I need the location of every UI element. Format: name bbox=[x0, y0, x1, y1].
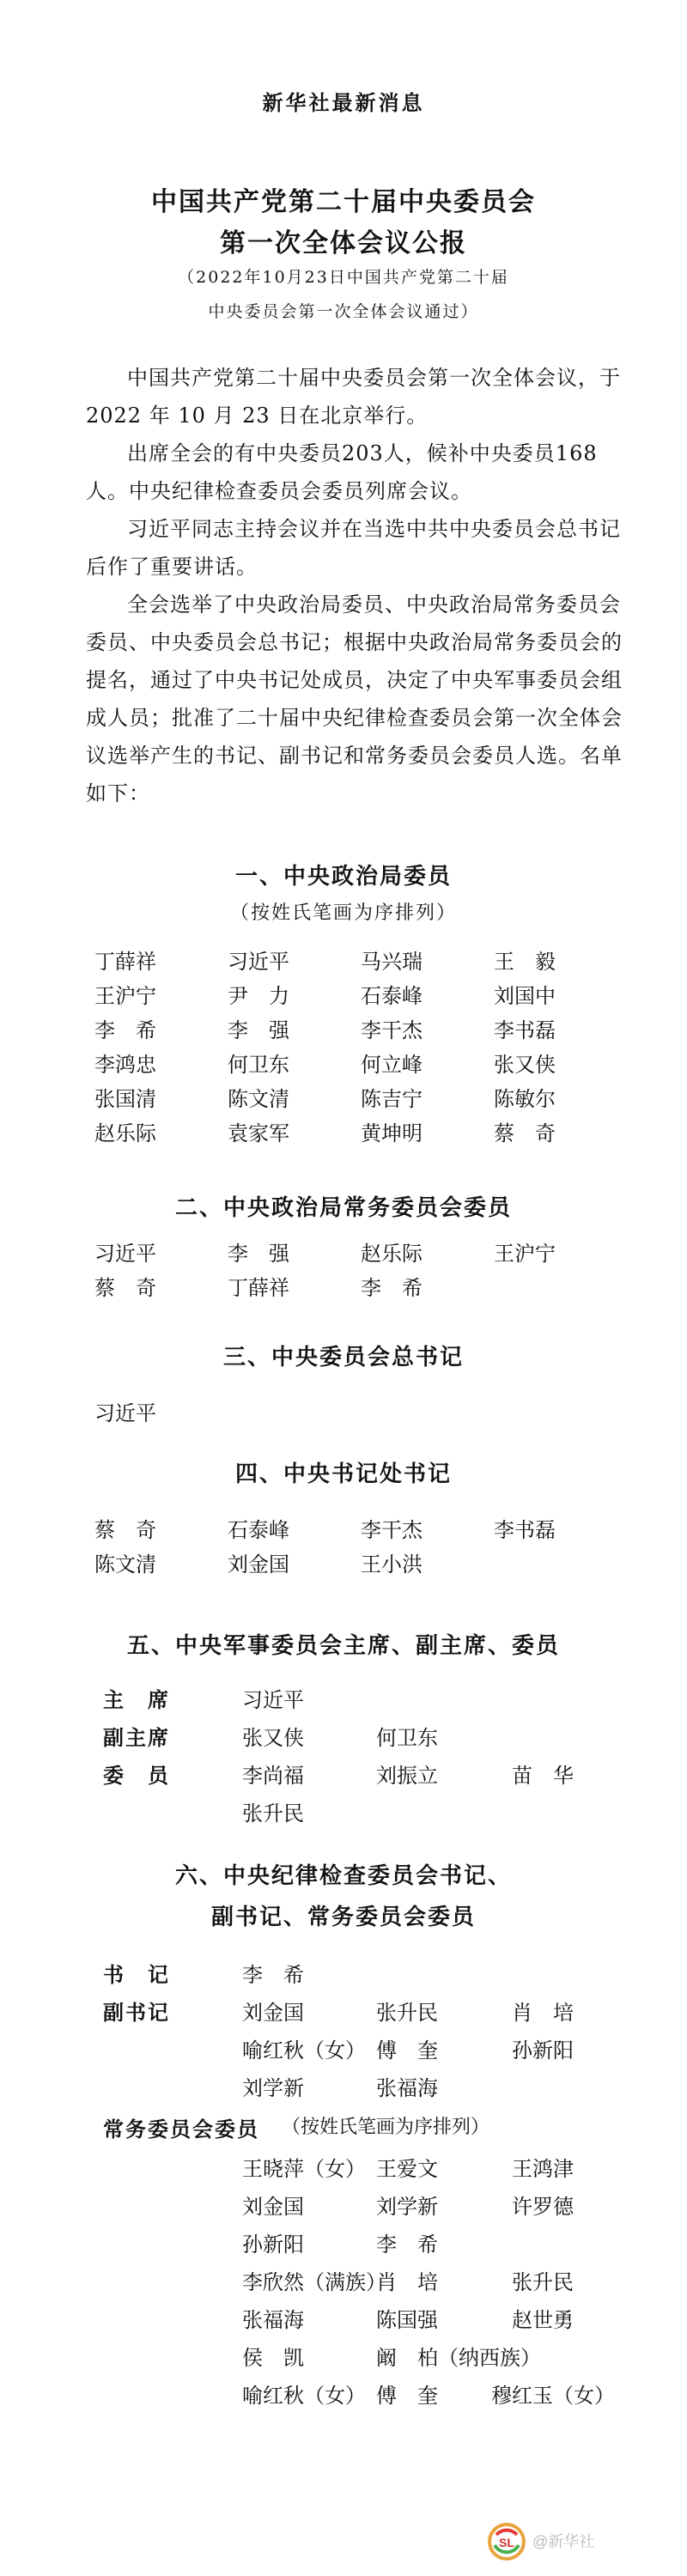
standing-name-list bbox=[94, 1236, 627, 1305]
name-entry: 袁家军 bbox=[228, 1121, 289, 1145]
role-label-deputy: 副书记 bbox=[103, 2000, 170, 2025]
watermark-logo-text: SL bbox=[499, 2536, 514, 2549]
deputy-name: 张福海 bbox=[376, 2076, 438, 2100]
name-entry: 陈文清 bbox=[94, 1552, 156, 1577]
discipline-secretary-name: 李 希 bbox=[242, 1963, 304, 1987]
body-paragraph: 中国共产党第二十届中央委员会第一次全体会议，于 2022 年 10 月 23 日在北京举行。 bbox=[86, 366, 621, 428]
name-entry: 习近平 bbox=[94, 1242, 156, 1266]
name-entry: 赵乐际 bbox=[361, 1242, 423, 1266]
name-entry: 李书磊 bbox=[494, 1518, 556, 1542]
agency-header: 新华社最新消息 bbox=[262, 90, 425, 115]
bulletin-title-line2: 第一次全体会议公报 bbox=[220, 228, 467, 258]
military-member-name: 张升民 bbox=[242, 1801, 304, 1826]
discipline-standing-name: 孙新阳 bbox=[242, 2233, 304, 2257]
name-entry: 何卫东 bbox=[228, 1053, 289, 1077]
name-entry: 刘金国 bbox=[228, 1552, 289, 1577]
watermark-logo-icon bbox=[488, 2523, 526, 2561]
section-heading-military: 五、中央军事委员会主席、副主席、委员 bbox=[126, 1633, 560, 1659]
name-entry: 张又侠 bbox=[494, 1053, 556, 1077]
name-entry: 陈敏尔 bbox=[494, 1087, 556, 1111]
name-entry: 刘国中 bbox=[494, 984, 556, 1008]
discipline-standing-name: 刘学新 bbox=[376, 2195, 438, 2219]
deputy-name: 刘金国 bbox=[242, 2001, 304, 2025]
name-entry: 蔡 奇 bbox=[94, 1518, 156, 1542]
name-entry: 李鸿忠 bbox=[94, 1053, 156, 1077]
name-entry: 李 强 bbox=[228, 1018, 289, 1042]
name-entry: 王沪宁 bbox=[494, 1242, 556, 1266]
discipline-standing-name: 陈国强 bbox=[376, 2308, 438, 2332]
discipline-standing-name: 喻红秋（女） bbox=[242, 2384, 366, 2408]
military-vice-name: 张又侠 bbox=[242, 1726, 304, 1750]
name-entry: 王 毅 bbox=[494, 950, 556, 974]
section-subheading-politburo: （按姓氏笔画为序排列） bbox=[229, 902, 457, 924]
bulletin-title-line1: 中国共产党第二十届中央委员会 bbox=[151, 187, 536, 217]
role-label-member: 委 员 bbox=[103, 1763, 170, 1788]
deputy-name: 傅 奎 bbox=[376, 2038, 438, 2063]
name-entry: 丁薛祥 bbox=[228, 1276, 289, 1300]
discipline-standing-name: 王爱文 bbox=[376, 2157, 438, 2181]
discipline-standing-name: 傅 奎 bbox=[376, 2384, 438, 2408]
name-entry: 蔡 奇 bbox=[94, 1276, 156, 1300]
name-entry: 李书磊 bbox=[494, 1018, 556, 1042]
role-label-standing-members: 常务委员会委员 bbox=[103, 2117, 259, 2142]
discipline-standing-name: 张福海 bbox=[242, 2308, 304, 2332]
body-paragraph: 全会选举了中央政治局委员、中央政治局常务委员会委员、中央委员会总书记；根据中央政治局常务委员会的提名，通过了中央书记处成员，决定了中央军事委员会组成人员；批准了二十届中央纪律检查委员会第一次全体会议选举产生的书记、副书记和常务委员会委员人选。名单如下： bbox=[86, 592, 623, 805]
body-paragraph: 习近平同志主持会议并在当选中共中央委员会总书记后作了重要讲话。 bbox=[86, 517, 621, 579]
military-vice-name: 何卫东 bbox=[376, 1726, 438, 1750]
section-heading-gensec: 三、中央委员会总书记 bbox=[222, 1345, 464, 1370]
section-heading-politburo: 一、中央政治局委员 bbox=[234, 864, 452, 890]
name-entry: 丁薛祥 bbox=[94, 950, 156, 974]
name-entry: 习近平 bbox=[94, 1401, 156, 1425]
name-entry: 赵乐际 bbox=[94, 1121, 156, 1145]
watermark-text: @新华社 bbox=[532, 2533, 595, 2550]
name-entry: 李 希 bbox=[94, 1018, 156, 1042]
discipline-standing-name: 穆红玉（女） bbox=[491, 2384, 615, 2408]
name-entry: 蔡 奇 bbox=[494, 1121, 556, 1145]
discipline-standing-name: 张升民 bbox=[512, 2270, 574, 2294]
discipline-standing-name: 李 希 bbox=[376, 2233, 438, 2257]
discipline-standing-name: 李欣然（满族） bbox=[242, 2270, 386, 2294]
military-member-name: 李尚福 bbox=[242, 1764, 304, 1788]
name-entry: 王小洪 bbox=[361, 1552, 423, 1577]
military-member-name: 刘振立 bbox=[376, 1764, 438, 1788]
discipline-standing-name: 刘金国 bbox=[242, 2195, 304, 2219]
secretariat-name-list bbox=[94, 1513, 627, 1582]
discipline-standing-name: 许罗德 bbox=[512, 2195, 574, 2219]
name-entry: 石泰峰 bbox=[361, 984, 423, 1008]
name-entry: 李干杰 bbox=[361, 1518, 423, 1542]
name-entry: 李 希 bbox=[361, 1276, 423, 1300]
name-entry: 黄坤明 bbox=[361, 1121, 423, 1145]
adoption-note-line1: （2022年10月23日中国共产党第二十届 bbox=[178, 268, 509, 287]
name-entry: 陈吉宁 bbox=[361, 1087, 423, 1111]
name-entry: 王沪宁 bbox=[94, 984, 156, 1008]
name-entry: 李 强 bbox=[228, 1242, 289, 1266]
deputy-name: 喻红秋（女） bbox=[242, 2038, 366, 2063]
name-entry: 张国清 bbox=[94, 1087, 156, 1111]
name-entry: 陈文清 bbox=[228, 1087, 289, 1111]
name-entry: 马兴瑞 bbox=[361, 950, 423, 974]
deputy-name: 肖 培 bbox=[512, 2001, 574, 2025]
discipline-standing-name: 王鸿津 bbox=[512, 2157, 574, 2181]
role-label-secretary: 书 记 bbox=[103, 1962, 170, 1987]
body-paragraph: 出席全会的有中央委员203人，候补中央委员168人。中央纪律检查委员会委员列席会议。 bbox=[86, 441, 598, 503]
discipline-standing-name: 肖 培 bbox=[376, 2270, 438, 2294]
standing-order-note: （按姓氏笔画为序排列） bbox=[282, 2117, 490, 2138]
discipline-standing-name: 侯 凯 bbox=[242, 2346, 304, 2370]
name-entry: 尹 力 bbox=[228, 984, 289, 1008]
bulletin-body bbox=[86, 359, 635, 812]
role-label-vice-chair: 副主席 bbox=[103, 1725, 170, 1750]
deputy-name: 孙新阳 bbox=[512, 2038, 574, 2063]
deputy-name: 张升民 bbox=[376, 2001, 438, 2025]
discipline-standing-name: 赵世勇 bbox=[512, 2308, 574, 2332]
section-heading-discipline-line2: 副书记、常务委员会委员 bbox=[210, 1905, 476, 1930]
name-entry: 石泰峰 bbox=[228, 1518, 289, 1542]
section-heading-secretariat: 四、中央书记处书记 bbox=[234, 1461, 452, 1487]
discipline-standing-name: 阚 柏（纳西族） bbox=[376, 2346, 541, 2370]
name-entry: 李干杰 bbox=[361, 1018, 423, 1042]
section-heading-standing: 二、中央政治局常务委员会委员 bbox=[174, 1195, 512, 1221]
name-entry: 习近平 bbox=[228, 950, 289, 974]
role-label-chair: 主 席 bbox=[103, 1687, 170, 1712]
adoption-note-line2: 中央委员会第一次全体会议通过） bbox=[208, 302, 479, 321]
military-chair-name: 习近平 bbox=[242, 1688, 304, 1712]
discipline-standing-name: 王晓萍（女） bbox=[242, 2157, 366, 2181]
name-entry: 何立峰 bbox=[361, 1053, 423, 1077]
deputy-name: 刘学新 bbox=[242, 2076, 304, 2100]
military-member-name: 苗 华 bbox=[512, 1764, 574, 1788]
politburo-name-list bbox=[94, 945, 627, 1151]
gensec-name-list bbox=[94, 1396, 627, 1431]
section-heading-discipline-line1: 六、中央纪律检查委员会书记、 bbox=[174, 1863, 512, 1889]
